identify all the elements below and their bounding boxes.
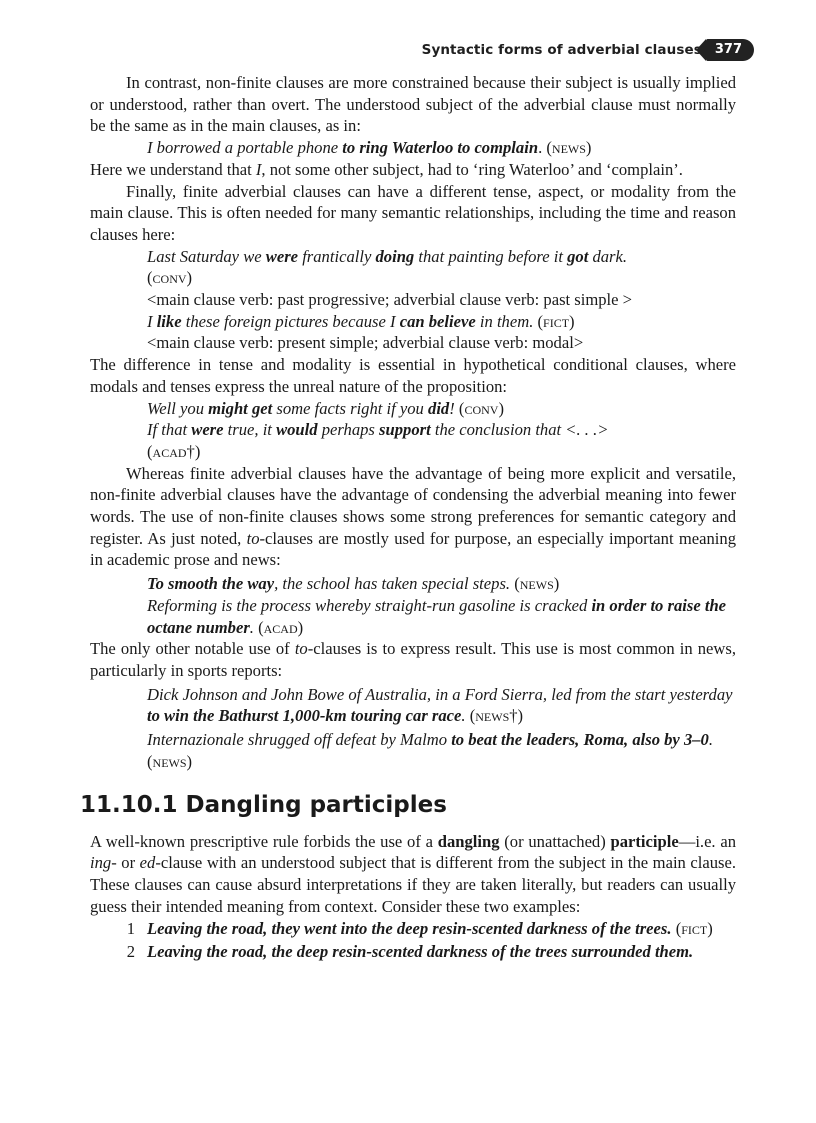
example-number: 1 xyxy=(126,919,135,939)
paragraph-nonfinite-constraints: In contrast, non-finite clauses are more constrained because their subject is usually implied or understood, rather than overt. The understood subject of the adverbial clause must normally be the same as in the main clauses, as in: xyxy=(90,73,736,136)
register-tag: (news) xyxy=(147,751,193,771)
section-number: 11.10.1 xyxy=(80,791,178,818)
paragraph-finite-clauses: Finally, finite adverbial clauses can have a different tense, aspect, or modality from the main clause. This is often needed for many semantic relationships, including the time and reason clauses here: xyxy=(90,181,736,244)
paragraph-hypothetical: The difference in tense and modality is essential in hypothetical conditional clauses, where modals and tenses express the unreal nature of the proposition: xyxy=(90,355,736,396)
example-bathurst: Dick Johnson and John Bowe of Australia, in a Ford Sierra, led from the start yesterday to win the Bathurst 1,000-km touring car race. (news†) xyxy=(147,684,733,726)
example-facts-right: Well you might get some facts right if you did! (conv) xyxy=(147,398,504,418)
example-foreign-pictures: I like these foreign pictures because I can believe in them. (fict) xyxy=(147,311,575,331)
example-number: 2 xyxy=(126,942,135,962)
example-internazionale: Internazionale shrugged off defeat by Malmo to beat the leaders, Roma, also by 3–0. (news) xyxy=(147,730,713,771)
running-header-title: Syntactic forms of adverbial clauses xyxy=(421,42,702,58)
example-text: Leaving the road, the deep resin-scented darkness of the trees surrounded them. xyxy=(147,942,694,962)
numbered-example xyxy=(90,918,736,940)
example-octane: Reforming is the process whereby straight-run gasoline is cracked in order to raise the octane number. (acad) xyxy=(147,595,727,637)
register-tag: (news) xyxy=(546,138,592,158)
running-header xyxy=(422,38,754,62)
verb-note: <main clause verb: past progressive; adverbial clause verb: past simple > xyxy=(147,290,633,310)
verb-note: <main clause verb: present simple; adverbial clause verb: modal> xyxy=(147,333,584,353)
register-tag: (news†) xyxy=(469,706,524,726)
page-number-badge: 377 xyxy=(706,39,754,61)
register-tag: (acad†) xyxy=(147,441,201,461)
paragraph-nonfinite-advantages: Whereas finite adverbial clauses have the advantage of being more explicit and versatile, non-finite adverbial clauses have the advantage of condensing the adverbial meaning into fewer words. The use of non-finite clauses shows some strong preferences for semantic category and register. As just noted, to-clauses are mostly used for purpose, an especially important meaning in academic prose and news: xyxy=(90,463,736,570)
example-saturday: Last Saturday we were frantically doing that painting before it got dark. (conv) xyxy=(147,246,628,288)
register-tag: (fict) xyxy=(537,311,575,331)
register-tag: (conv) xyxy=(458,398,504,418)
register-tag: (fict) xyxy=(675,919,713,939)
example-text: Leaving the road, they went into the deep resin-scented darkness of the trees. (fict) xyxy=(147,919,713,939)
example-waterloo: I borrowed a portable phone to ring Waterloo to complain. (news) xyxy=(147,138,592,158)
paragraph-result: The only other notable use of to-clauses is to express result. This use is most common in news, particularly in sports reports: xyxy=(90,639,736,680)
example-conclusion: If that were true, it would perhaps support the conclusion that <. . .> (acad†) xyxy=(147,420,609,461)
register-tag: (conv) xyxy=(147,268,193,288)
register-tag: (acad) xyxy=(258,617,304,637)
paragraph-understood-subject: Here we understand that I, not some other subject, had to ‘ring Waterloo’ and ‘complain’. xyxy=(90,159,683,179)
page-body xyxy=(80,72,736,963)
register-tag: (news) xyxy=(514,574,560,594)
numbered-example xyxy=(90,941,736,963)
example-smooth-way: To smooth the way, the school has taken special steps. (news) xyxy=(147,574,560,594)
paragraph-dangling-rule: A well-known prescriptive rule forbids the use of a dangling (or unattached) participle—i.e. an ing- or ed-clause with an understood subject that is different from the subject in the main clause. These clauses can cause absurd interpretations if they are taken literally, but readers can usually guess their intended meaning from context. Consider these two examples: xyxy=(90,831,736,916)
section-title: Dangling participles xyxy=(185,791,447,818)
section-heading xyxy=(80,791,736,819)
